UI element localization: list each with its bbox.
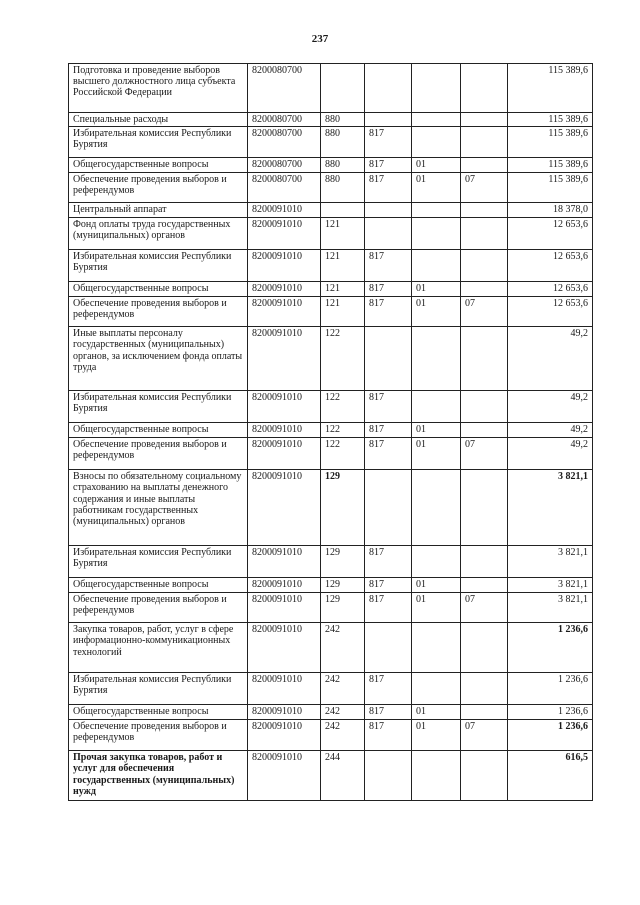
row-sum: 1 236,6 [508,673,593,705]
row-pr-code [461,327,508,391]
row-name: Центральный аппарат [69,203,248,218]
row-rz-code: 01 [412,158,461,173]
row-sum: 1 236,6 [508,705,593,720]
row-csr-code: 8200091010 [248,720,321,751]
row-csr-code: 8200091010 [248,423,321,438]
row-name: Иные выплаты персоналу государственных (муниципальных) органов, за исключением фонда оплаты труда [69,327,248,391]
table-row [69,423,593,438]
row-name: Обеспечение проведения выборов и референдумов [69,297,248,327]
row-rz-code: 01 [412,173,461,203]
row-grbs-code: 817 [365,593,412,623]
table-row [69,705,593,720]
table-row [69,173,593,203]
row-vr-code: 880 [321,173,365,203]
row-vr-code: 129 [321,546,365,578]
row-csr-code: 8200091010 [248,705,321,720]
row-pr-code [461,391,508,423]
row-csr-code: 8200091010 [248,218,321,250]
row-name: Общегосударственные вопросы [69,282,248,297]
table-row [69,64,593,113]
row-grbs-code: 817 [365,391,412,423]
table-row [69,327,593,391]
row-pr-code [461,751,508,801]
table-row [69,623,593,673]
row-csr-code: 8200091010 [248,470,321,546]
row-vr-code: 122 [321,391,365,423]
row-csr-code: 8200091010 [248,391,321,423]
row-csr-code: 8200091010 [248,203,321,218]
table-row [69,158,593,173]
row-vr-code: 122 [321,327,365,391]
row-csr-code: 8200091010 [248,438,321,470]
row-vr-code: 121 [321,250,365,282]
row-name: Подготовка и проведение выборов высшего должностного лица субъекта Российской Федерации [69,64,248,113]
row-rz-code [412,64,461,113]
row-pr-code [461,203,508,218]
row-grbs-code: 817 [365,438,412,470]
row-pr-code [461,546,508,578]
row-name: Прочая закупка товаров, работ и услуг для обеспечения государственных (муниципальных) нужд [69,751,248,801]
row-vr-code: 121 [321,282,365,297]
row-name: Обеспечение проведения выборов и референдумов [69,173,248,203]
row-rz-code [412,250,461,282]
row-pr-code [461,282,508,297]
row-pr-code [461,218,508,250]
row-sum: 12 653,6 [508,218,593,250]
row-sum: 49,2 [508,438,593,470]
row-pr-code: 07 [461,720,508,751]
row-grbs-code: 817 [365,127,412,158]
row-vr-code: 242 [321,623,365,673]
row-vr-code: 121 [321,297,365,327]
row-grbs-code: 817 [365,173,412,203]
row-name: Общегосударственные вопросы [69,158,248,173]
row-vr-code: 129 [321,470,365,546]
row-grbs-code [365,113,412,127]
row-grbs-code: 817 [365,705,412,720]
row-vr-code: 880 [321,113,365,127]
row-pr-code [461,113,508,127]
row-pr-code [461,623,508,673]
row-rz-code [412,470,461,546]
row-name: Специальные расходы [69,113,248,127]
row-grbs-code [365,327,412,391]
row-sum: 12 653,6 [508,282,593,297]
row-sum: 1 236,6 [508,623,593,673]
row-csr-code: 8200091010 [248,623,321,673]
row-pr-code [461,673,508,705]
row-pr-code [461,705,508,720]
row-grbs-code: 817 [365,720,412,751]
row-pr-code: 07 [461,173,508,203]
row-sum: 12 653,6 [508,250,593,282]
table-row [69,593,593,623]
row-grbs-code: 817 [365,250,412,282]
row-grbs-code: 817 [365,158,412,173]
row-rz-code [412,623,461,673]
row-rz-code [412,751,461,801]
row-rz-code: 01 [412,423,461,438]
table-row [69,218,593,250]
row-pr-code: 07 [461,297,508,327]
row-sum: 49,2 [508,327,593,391]
row-pr-code [461,127,508,158]
row-sum: 115 389,6 [508,64,593,113]
row-rz-code [412,218,461,250]
row-grbs-code [365,470,412,546]
row-rz-code: 01 [412,282,461,297]
table-row [69,250,593,282]
row-csr-code: 8200080700 [248,113,321,127]
table-row [69,282,593,297]
row-csr-code: 8200080700 [248,64,321,113]
row-vr-code: 122 [321,423,365,438]
row-rz-code [412,546,461,578]
row-csr-code: 8200080700 [248,158,321,173]
row-pr-code [461,64,508,113]
row-name: Избирательная комиссия Республики Бурятия [69,546,248,578]
row-csr-code: 8200080700 [248,173,321,203]
row-vr-code: 129 [321,578,365,593]
row-pr-code [461,578,508,593]
row-sum: 12 653,6 [508,297,593,327]
row-sum: 18 378,0 [508,203,593,218]
table-row [69,720,593,751]
row-sum: 3 821,1 [508,546,593,578]
row-grbs-code [365,64,412,113]
row-sum: 3 821,1 [508,578,593,593]
row-csr-code: 8200091010 [248,327,321,391]
row-grbs-code: 817 [365,673,412,705]
row-rz-code: 01 [412,593,461,623]
table-row [69,438,593,470]
row-vr-code: 244 [321,751,365,801]
row-grbs-code: 817 [365,282,412,297]
row-vr-code: 242 [321,705,365,720]
row-rz-code [412,113,461,127]
budget-table [68,63,593,801]
row-grbs-code [365,623,412,673]
row-sum: 3 821,1 [508,593,593,623]
table-row [69,751,593,801]
table-row [69,127,593,158]
row-rz-code [412,673,461,705]
row-name: Избирательная комиссия Республики Бурятия [69,673,248,705]
row-rz-code: 01 [412,705,461,720]
row-grbs-code [365,218,412,250]
row-csr-code: 8200091010 [248,593,321,623]
row-grbs-code [365,203,412,218]
row-sum: 616,5 [508,751,593,801]
row-pr-code: 07 [461,593,508,623]
budget-table-body [69,64,593,801]
row-rz-code [412,203,461,218]
row-name: Избирательная комиссия Республики Бурятия [69,250,248,282]
row-sum: 115 389,6 [508,113,593,127]
row-vr-code: 129 [321,593,365,623]
row-vr-code: 242 [321,720,365,751]
row-pr-code [461,158,508,173]
row-name: Фонд оплаты труда государственных (муниципальных) органов [69,218,248,250]
table-row [69,297,593,327]
row-rz-code: 01 [412,578,461,593]
row-pr-code [461,470,508,546]
row-vr-code: 880 [321,127,365,158]
row-name: Избирательная комиссия Республики Бурятия [69,391,248,423]
row-sum: 49,2 [508,391,593,423]
row-pr-code: 07 [461,438,508,470]
table-row [69,203,593,218]
row-csr-code: 8200091010 [248,751,321,801]
row-name: Общегосударственные вопросы [69,578,248,593]
row-grbs-code: 817 [365,297,412,327]
row-vr-code [321,64,365,113]
row-sum: 115 389,6 [508,158,593,173]
row-rz-code [412,327,461,391]
row-csr-code: 8200091010 [248,578,321,593]
page-number: 237 [311,33,329,45]
table-row [69,673,593,705]
row-vr-code [321,203,365,218]
row-name: Общегосударственные вопросы [69,423,248,438]
row-rz-code [412,127,461,158]
row-rz-code: 01 [412,438,461,470]
row-rz-code: 01 [412,297,461,327]
row-vr-code: 880 [321,158,365,173]
row-sum: 115 389,6 [508,127,593,158]
row-sum: 3 821,1 [508,470,593,546]
row-vr-code: 122 [321,438,365,470]
table-row [69,113,593,127]
row-vr-code: 242 [321,673,365,705]
row-grbs-code [365,751,412,801]
row-sum: 1 236,6 [508,720,593,751]
row-csr-code: 8200080700 [248,127,321,158]
row-name: Закупка товаров, работ, услуг в сфере информационно-коммуникационных технологий [69,623,248,673]
table-row [69,578,593,593]
row-name: Общегосударственные вопросы [69,705,248,720]
row-sum: 49,2 [508,423,593,438]
row-rz-code [412,391,461,423]
row-name: Обеспечение проведения выборов и референдумов [69,438,248,470]
row-name: Взносы по обязательному социальному страхованию на выплаты денежного содержания и иные выплаты работникам государственных (муниципальных) органов [69,470,248,546]
row-grbs-code: 817 [365,546,412,578]
row-rz-code: 01 [412,720,461,751]
table-row [69,546,593,578]
row-name: Избирательная комиссия Республики Бурятия [69,127,248,158]
row-vr-code: 121 [321,218,365,250]
row-pr-code [461,250,508,282]
row-csr-code: 8200091010 [248,673,321,705]
row-pr-code [461,423,508,438]
row-grbs-code: 817 [365,423,412,438]
table-row [69,470,593,546]
row-csr-code: 8200091010 [248,282,321,297]
row-grbs-code: 817 [365,578,412,593]
row-name: Обеспечение проведения выборов и референдумов [69,593,248,623]
row-csr-code: 8200091010 [248,297,321,327]
row-name: Обеспечение проведения выборов и референдумов [69,720,248,751]
table-row [69,391,593,423]
row-sum: 115 389,6 [508,173,593,203]
row-csr-code: 8200091010 [248,250,321,282]
row-csr-code: 8200091010 [248,546,321,578]
